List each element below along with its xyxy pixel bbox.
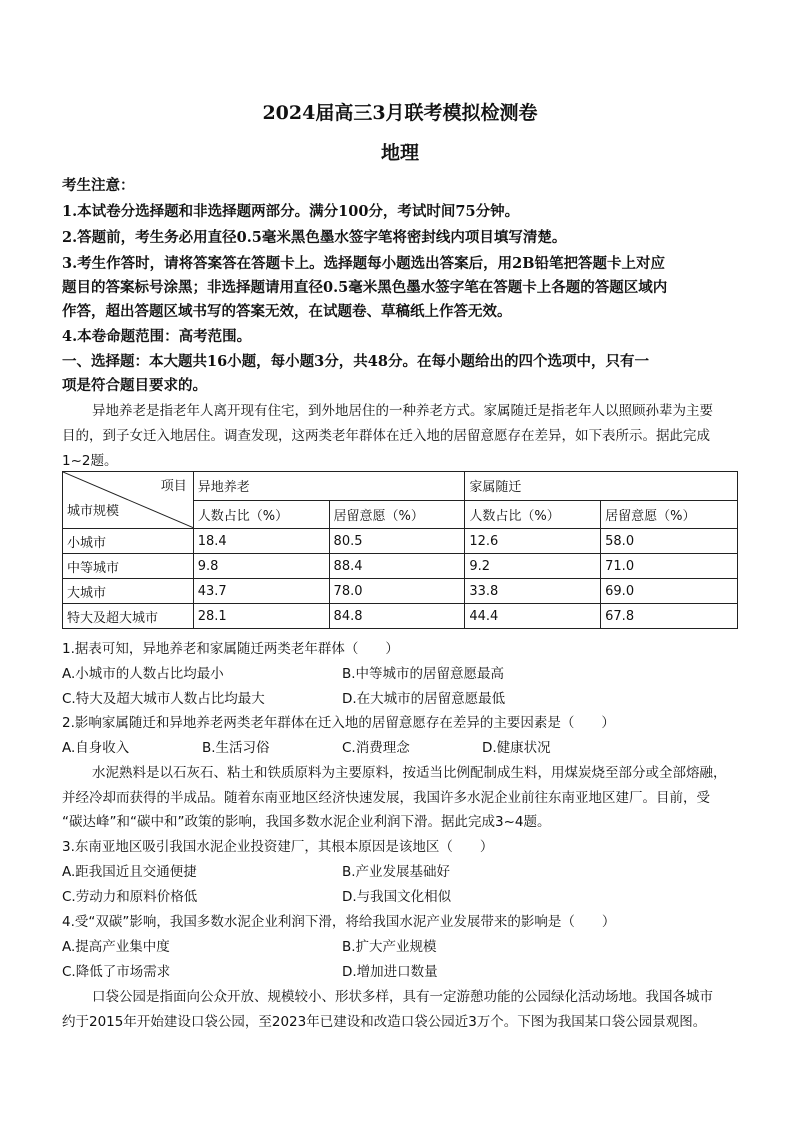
subject-title: 地理 (380, 142, 419, 164)
table-cell: 84.8 (329, 604, 465, 629)
section-heading: 一、选择题：本大题共16小题，每小题3分，共48分。在每小题给出的四个选项中，只有一 (62, 353, 649, 370)
table-cell: 69.0 (601, 579, 738, 604)
table-row (63, 554, 738, 579)
passage3-line1: 口袋公园是指面向公众开放、规模较小、形状多样，具有一定游憩功能的公园绿化活动场地。我国各城市 (92, 989, 713, 1005)
passage1-line3: 1~2题。 (62, 453, 118, 469)
exam-title: 2024届高三3月联考模拟检测卷 (262, 102, 538, 124)
group-header-2: 家属随迁 (465, 472, 738, 501)
table-cell: 9.2 (465, 554, 601, 579)
table-cell: 71.0 (601, 554, 738, 579)
table-row (63, 579, 738, 604)
q2-option-b: B.生活习俗 (202, 740, 270, 756)
q2-option-d: D.健康状况 (482, 740, 551, 756)
q3-option-d: D.与我国文化相似 (342, 889, 452, 905)
q4-option-c: C.降低了市场需求 (62, 964, 171, 980)
q3-option-b: B.产业发展基础好 (342, 864, 451, 880)
notice-item-4: 4.本卷命题范围：高考范围。 (62, 328, 252, 345)
q2-option-c: C.消费理念 (342, 740, 410, 756)
notice-item-3: 3.考生作答时，请将答案答在答题卡上。选择题每小题选出答案后，用2B铅笔把答题卡上对应 (62, 255, 665, 272)
question-1-stem: 1.据表可知，异地养老和家属随迁两类老年群体（ ） (62, 641, 399, 657)
table-cell: 43.7 (193, 579, 329, 604)
notice-heading: 考生注意： (62, 177, 135, 194)
table-cell: 88.4 (329, 554, 465, 579)
q1-option-d: D.在大城市的居留意愿最低 (342, 691, 506, 707)
question-3-stem: 3.东南亚地区吸引我国水泥企业投资建厂，其根本原因是该地区（ ） (62, 839, 494, 855)
q2-option-a: A.自身收入 (62, 740, 130, 756)
passage1-line1: 异地养老是指老年人离开现有住宅，到外地居住的一种养老方式。家属随迁是指老年人以照顾孙辈为主要 (92, 403, 713, 419)
table-cell: 33.8 (465, 579, 601, 604)
row-label: 中等城市 (63, 554, 194, 579)
question-2-stem: 2.影响家属随迁和异地养老两类老年群体在迁入地的居留意愿存在差异的主要因素是（ ） (62, 715, 615, 731)
q1-option-a: A.小城市的人数占比均最小 (62, 666, 224, 682)
notice-item-2: 2.答题前，考生务必用直径0.5毫米黑色墨水签字笔将密封线内项目填写清楚。 (62, 229, 567, 246)
table-corner-cell (63, 472, 194, 529)
passage3-line2: 约于2015年开始建设口袋公园，至2023年已建设和改造口袋公园近3万个。下图为我国某口袋公园景观图。 (62, 1014, 707, 1030)
table-row (63, 604, 738, 629)
sub-header: 居留意愿（%） (601, 500, 738, 529)
table-row (63, 529, 738, 554)
q1-option-c: C.特大及超大城市人数占比均最大 (62, 691, 265, 707)
sub-header: 人数占比（%） (193, 500, 329, 529)
q4-option-b: B.扩大产业规模 (342, 939, 437, 955)
table-cell: 80.5 (329, 529, 465, 554)
q4-option-d: D.增加进口数量 (342, 964, 438, 980)
q1-option-b: B.中等城市的居留意愿最高 (342, 666, 505, 682)
notice-item-3-end: 作答，超出答题区域书写的答案无效，在试题卷、草稿纸上作答无效。 (62, 303, 512, 320)
q3-option-a: A.距我国近且交通便捷 (62, 864, 197, 880)
corner-top-label: 项目 (160, 479, 187, 494)
sub-header: 居留意愿（%） (329, 500, 465, 529)
table-cell: 9.8 (193, 554, 329, 579)
table-cell: 58.0 (601, 529, 738, 554)
table-cell: 12.6 (465, 529, 601, 554)
table-cell: 67.8 (601, 604, 738, 629)
row-label: 大城市 (63, 579, 194, 604)
notice-item-1: 1.本试卷分选择题和非选择题两部分。满分100分，考试时间75分钟。 (62, 203, 520, 220)
group-header-1: 异地养老 (193, 472, 465, 501)
corner-bottom-label: 城市规模 (67, 504, 120, 519)
question-4-stem: 4.受“双碳”影响，我国多数水泥企业利润下滑，将给我国水泥产业发展带来的影响是（ ） (62, 914, 616, 930)
q3-option-c: C.劳动力和原料价格低 (62, 889, 198, 905)
passage2-line2: 并经冷却而获得的半成品。随着东南亚地区经济快速发展，我国许多水泥企业前往东南亚地区建厂。目前，受 (62, 790, 710, 806)
passage1-line2: 目的，到子女迁入地居住。调查发现，这两类老年群体在迁入地的居留意愿存在差异，如下表所示。据此完成 (62, 428, 710, 444)
passage2-line3: “碳达峰”和“碳中和”政策的影响，我国多数水泥企业利润下滑。据此完成3~4题。 (62, 814, 551, 830)
q4-option-a: A.提高产业集中度 (62, 939, 170, 955)
table-cell: 18.4 (193, 529, 329, 554)
table-cell: 44.4 (465, 604, 601, 629)
section-heading-cont: 项是符合题目要求的。 (62, 377, 207, 394)
sub-header: 人数占比（%） (465, 500, 601, 529)
passage2-line1: 水泥熟料是以石灰石、粘土和铁质原料为主要原料，按适当比例配制成生料，用煤炭烧至部分或全部熔融， (92, 765, 727, 781)
row-label: 小城市 (63, 529, 194, 554)
notice-item-3-cont: 题目的答案标号涂黑；非选择题请用直径0.5毫米黑色墨水签字笔在答题卡上各题的答题区域内 (62, 279, 668, 296)
table-cell: 78.0 (329, 579, 465, 604)
data-table (62, 471, 738, 629)
table-cell: 28.1 (193, 604, 329, 629)
row-label: 特大及超大城市 (63, 604, 194, 629)
